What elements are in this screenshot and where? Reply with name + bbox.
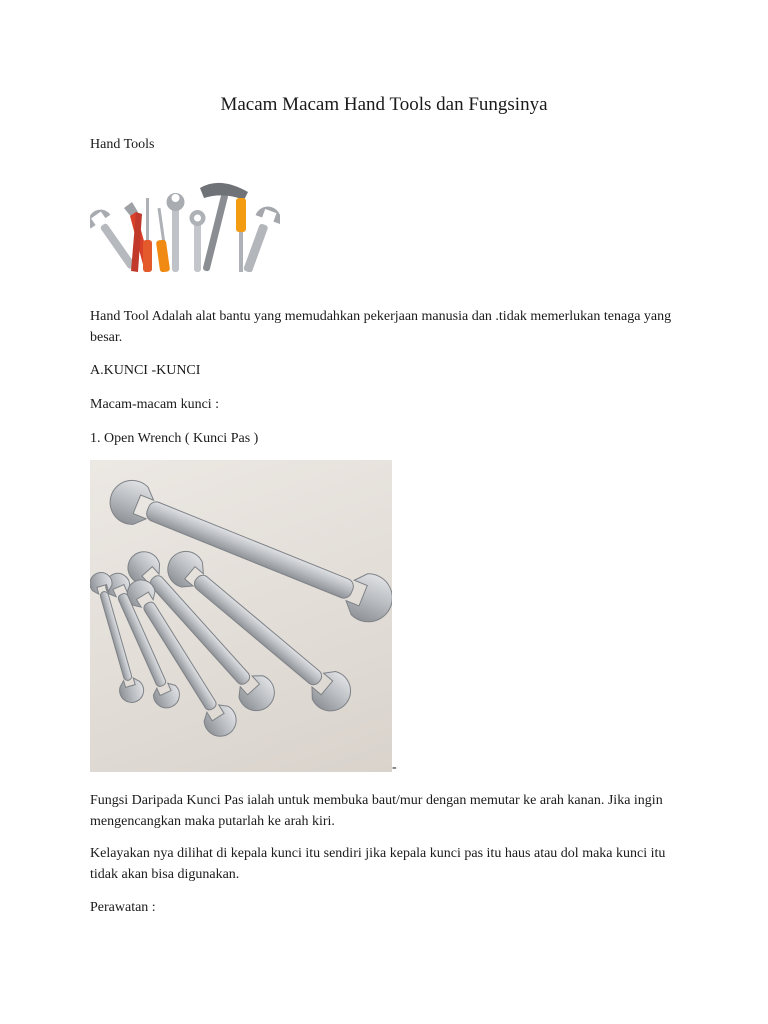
intro-paragraph: Hand Tool Adalah alat bantu yang memudahkan pekerjaan manusia dan .tidak memerlukan tenaga yang besar. [90,309,672,345]
list-intro: Macam-macam kunci : [90,397,220,412]
document-title: Macam Macam Hand Tools dan Fungsinya [220,94,548,115]
open-wrenches-illustration [90,460,392,772]
hand-tools-image [90,178,280,272]
section-heading-a: A.KUNCI -KUNCI [90,363,201,378]
section-label: Hand Tools [90,137,155,152]
list-item-open-wrench: 1. Open Wrench ( Kunci Pas ) [90,431,259,446]
kelayakan-paragraph: Kelayakan nya dilihat di kepala kunci itu sendiri jika kepala kunci pas itu haus atau dol maka kunci itu tidak akan bisa digunakan. [90,846,666,882]
hand-tools-illustration [90,178,280,272]
fungsi-paragraph: Fungsi Daripada Kunci Pas ialah untuk membuka baut/mur dengan memutar ke arah kanan. Jika ingin mengencangkan maka putarlah ke arah kiri. [90,793,663,829]
perawatan-heading: Perawatan : [90,900,156,915]
trailing-mark: - [392,760,397,775]
open-wrench-image [90,460,392,772]
